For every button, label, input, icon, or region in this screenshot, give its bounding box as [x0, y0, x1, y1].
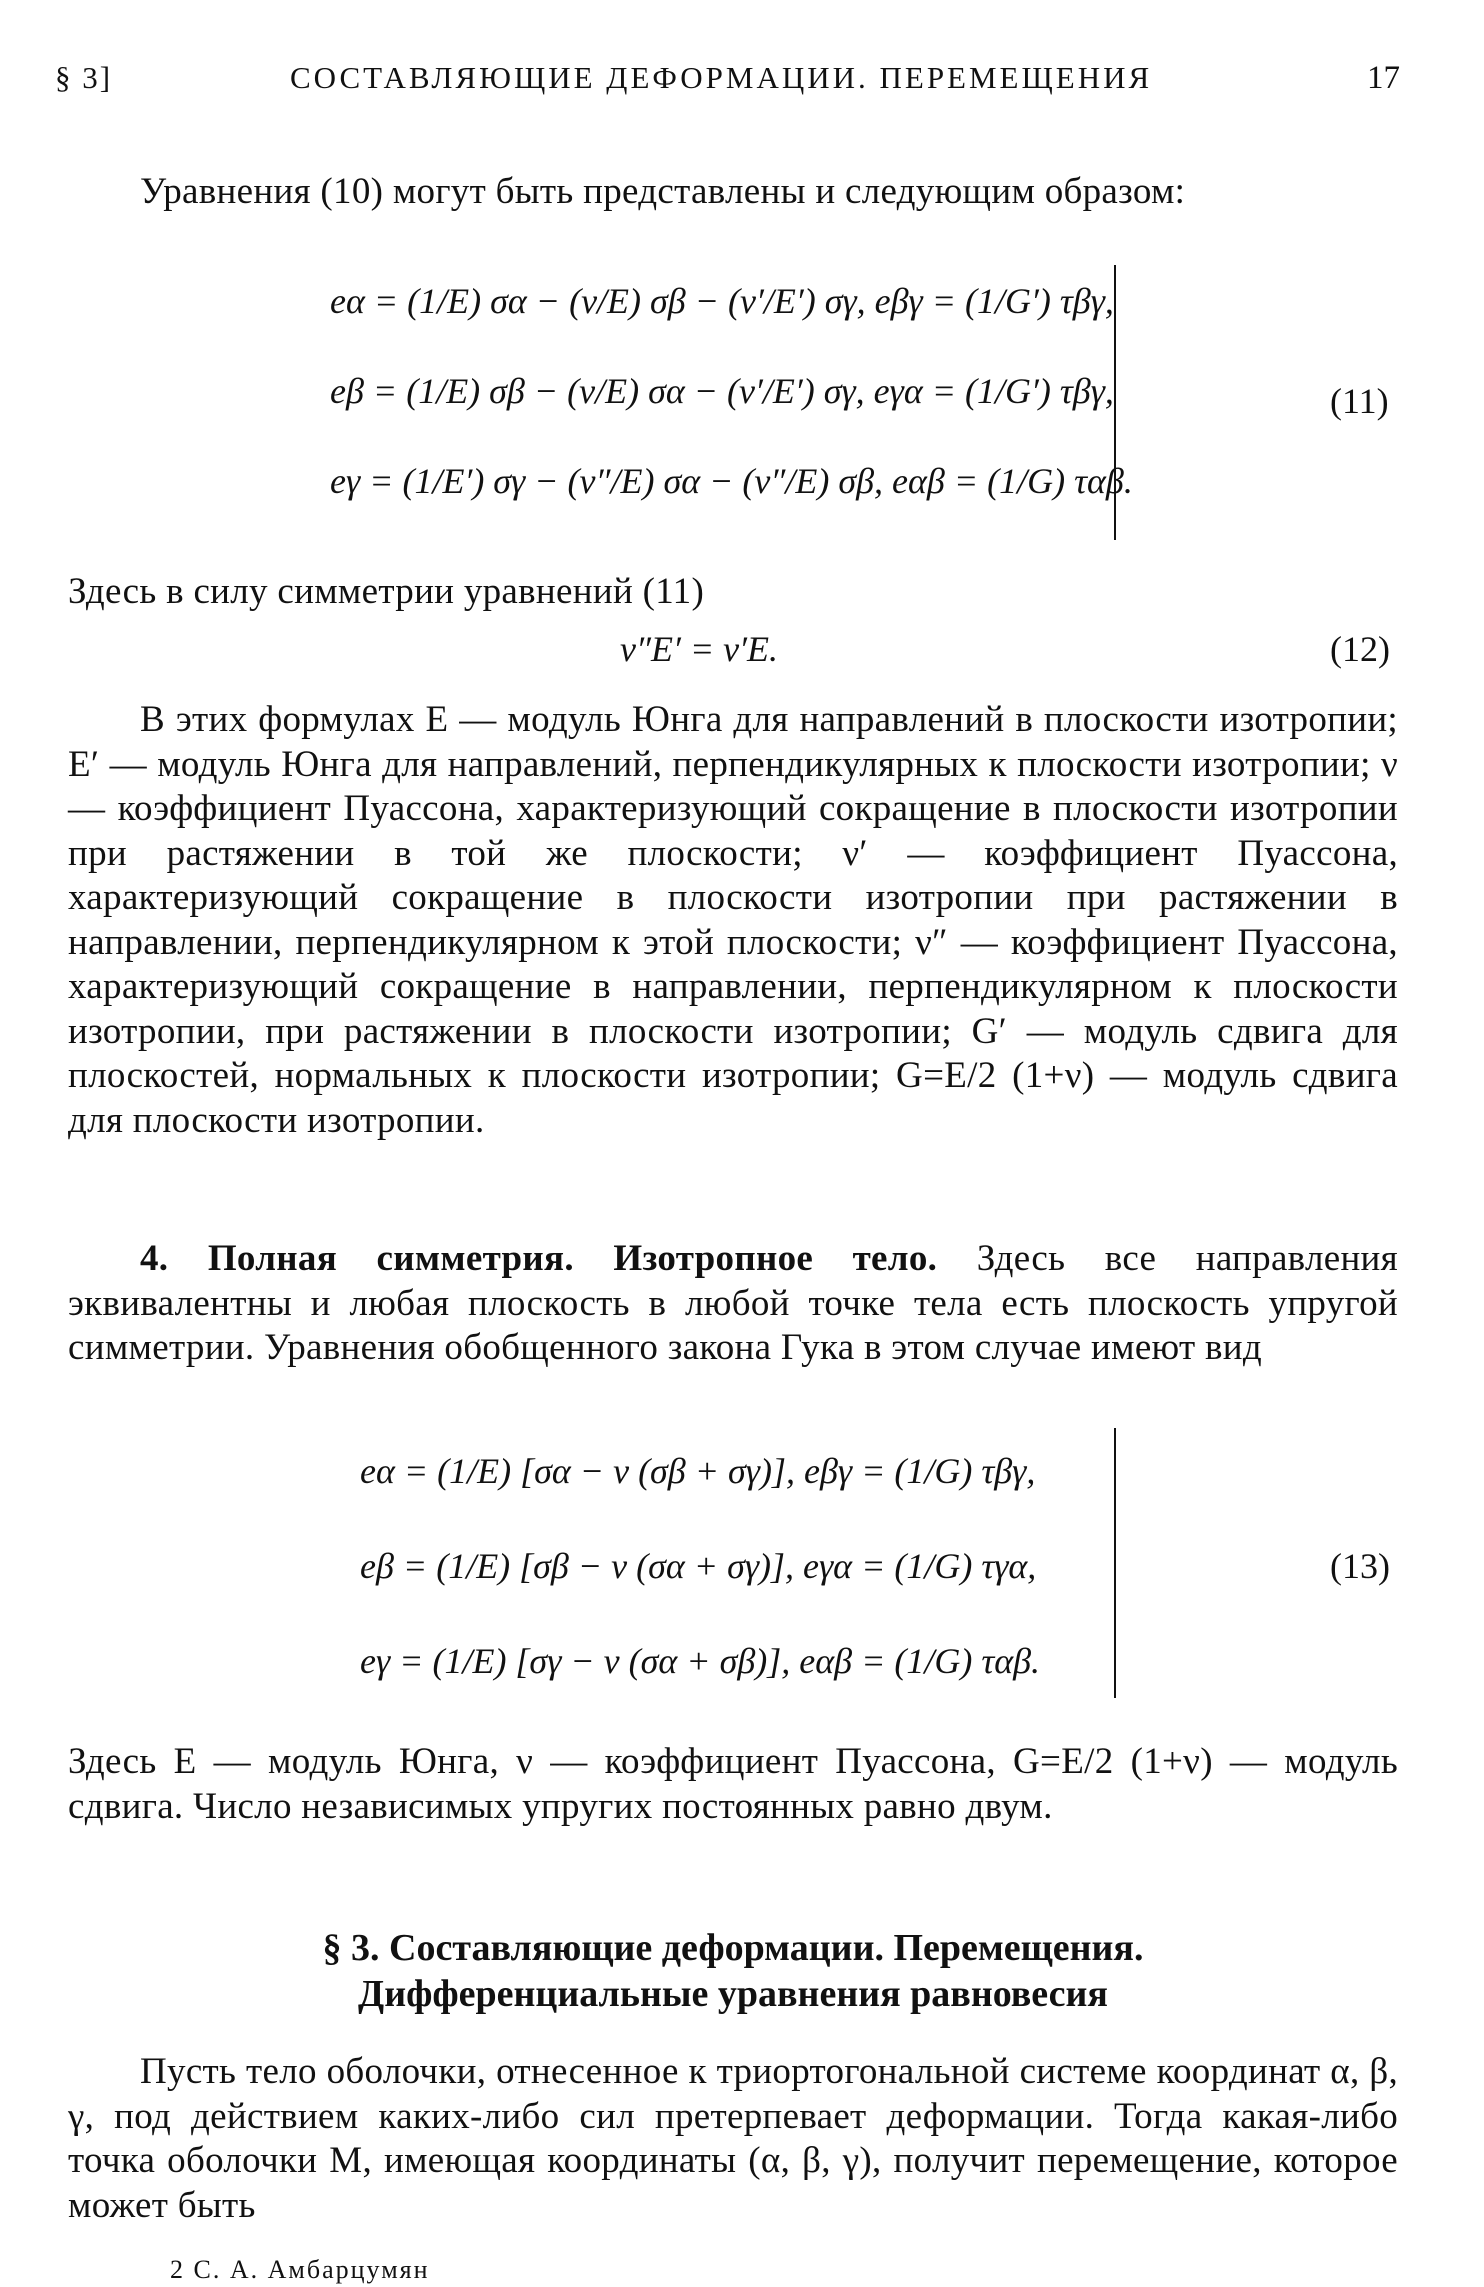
case4-text: Здесь все направления эквивалентны и любая плоскость в любой точке тела есть плоскость упругой симметрии. Уравнения обобщенного закона Гука в этом случае имеют вид	[68, 1238, 1398, 1368]
equation-11-row-1: eα = (1/E) σα − (ν/E) σβ − (ν′/E′) σγ, eβγ = (1/G′) τβγ,	[330, 281, 1114, 321]
section-mark: § 3]	[55, 60, 113, 95]
equation-11-number: (11)	[1330, 381, 1389, 421]
equation-11-row-2: eβ = (1/E) σβ − (ν/E) σα − (ν′/E′) σγ, eγα = (1/G′) τβγ,	[330, 371, 1114, 411]
section-3-title-line-2: Дифференциальные уравнения равновесия	[358, 1973, 1108, 2015]
intro-paragraph: Уравнения (10) могут быть представлены и следующим образом:	[140, 171, 1186, 212]
brace-13	[1100, 1428, 1116, 1698]
footnote-signature: 2 С. А. Амбарцумян	[170, 2255, 430, 2284]
equation-13	[360, 1425, 1120, 1705]
equation-11-row-3: eγ = (1/E′) σγ − (ν″/E) σα − (ν″/E) σβ, eαβ = (1/G) ταβ.	[330, 461, 1133, 501]
section-3-paragraph: Пусть тело оболочки, отнесенное к триортогональной системе координат α, β, γ, под действием каких-либо сил претерпевает деформации. Тогда какая-либо точка оболочки M, имеющая координаты (α, β, γ), получит перемещение, которое может быть	[68, 2051, 1398, 2226]
equation-12-formula: ν″E′ = ν′E.	[620, 629, 778, 669]
equation-13-row-1: eα = (1/E) [σα − ν (σβ + σγ)], eβγ = (1/G) τβγ,	[360, 1451, 1036, 1491]
case4-paragraph	[68, 1237, 1398, 1371]
section-3-heading	[68, 1925, 1398, 2017]
brace-11	[1100, 265, 1116, 540]
equation-11	[330, 262, 1133, 532]
section-3-title-line-1: § 3. Составляющие деформации. Перемещения.	[322, 1927, 1144, 1969]
definitions-paragraph: В этих формулах E — модуль Юнга для направлений в плоскости изотропии; E′ — модуль Юнга для направлений, перпендикулярных к плоскости изотропии; ν — коэффициент Пуассона, характеризующий сокращение в плоскости изотропии при растяжении в той же плоскости; ν′ — коэффициент Пуассона, характеризующий сокращение в плоскости изотропии при растяжении в направлении, перпендикулярном к этой плоскости; ν″ — коэффициент Пуассона, характеризующий сокращение в направлении, перпендикулярном к плоскости изотропии, при растяжении в плоскости изотропии; G′ — модуль сдвига для плоскостей, нормальных к плоскости изотропии; G=E/2 (1+ν) — модуль сдвига для плоскости изотропии.	[68, 699, 1398, 1141]
equation-13-row-2: eβ = (1/E) [σβ − ν (σα + σγ)], eγα = (1/G) τγα,	[360, 1546, 1037, 1586]
equation-12-number: (12)	[1330, 629, 1390, 669]
page-number: 17	[1367, 60, 1400, 96]
running-header	[55, 60, 1400, 110]
symmetry-text: Здесь в силу симметрии уравнений (11)	[68, 571, 705, 612]
after-13-paragraph: Здесь E — модуль Юнга, ν — коэффициент Пуассона, G=E/2 (1+ν) — модуль сдвига. Число независимых упругих постоянных равно двум.	[68, 1741, 1398, 1827]
running-title: СОСТАВЛЯЮЩИЕ ДЕФОРМАЦИИ. ПЕРЕМЕЩЕНИЯ	[290, 60, 1153, 95]
equation-13-number: (13)	[1330, 1546, 1390, 1586]
equation-13-row-3: eγ = (1/E) [σγ − ν (σα + σβ)], eαβ = (1/G) ταβ.	[360, 1641, 1041, 1681]
case4-lead: 4. Полная симметрия. Изотропное тело.	[140, 1238, 938, 1279]
